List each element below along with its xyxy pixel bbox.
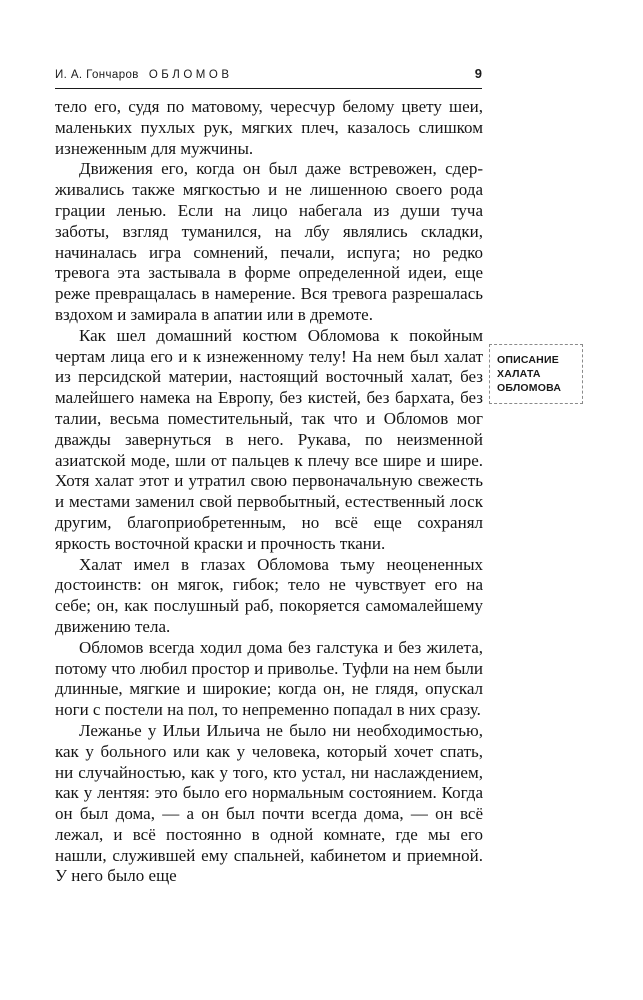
margin-note-line: ОБЛОМОВА (497, 382, 562, 394)
text-column (55, 97, 483, 887)
paragraph: Лежанье у Ильи Ильича не было ни необходимостью, как у больного или как у человека, который хочет спать, ни случайностью, как у того, кто устал, ни наслаждением, как у лентяя: это было его нормальным состоянием. Когда он был дома, — а он был почти всегда дома, — он всё лежал, и всё постоянно в одной комнате, где мы его нашли, служившей ему спальней, кабинетом и приемной. У него было еще (55, 720, 483, 886)
paragraph: Движения его, когда он был даже встревожен, сдерживались также мягкостью и не лишенною своего рода грации ленью. Если на лицо набегала из души туча заботы, взгляд туманился, на лбу являлись складки, начиналась игра сомнений, печали, испуга; но редко тревога эта застывала в форме определенной идеи, еще реже превращалась в намерение. Вся тревога разрешалась вздохом и замирала в апатии или в дремоте. (55, 159, 483, 324)
margin-note-line: ХАЛАТА (497, 368, 541, 380)
margin-note-line: ОПИСАНИЕ (497, 354, 559, 366)
paragraph: тело его, судя по матовому, чересчур белому цвету шеи, маленьких пухлых рук, мягких плеч, казалось слишком изнеженным для мужчины. (55, 97, 483, 158)
header-book-title: ОБЛОМОВ (148, 69, 233, 81)
page-number: 9 (474, 66, 482, 81)
page-header (55, 66, 482, 89)
header-author: И. А. Гончаров (55, 69, 139, 81)
paragraph: Обломов всегда ходил дома без галстука и без жилета, потому что любил простор и приволье. Туфли на нем были длинные, мягкие и широкие; когда он, не глядя, опускал ноги с постели на пол, то непременно попадал в них сразу. (55, 637, 483, 720)
paragraph: Халат имел в глазах Обломова тьму неоцененных достоинств: он мягок, гибок; тело не чувствует его на себе; он, как послушный раб, покоряется самомалейшему движению тела. (55, 554, 483, 636)
running-title (55, 69, 233, 81)
margin-note-stamp (489, 344, 583, 404)
paragraph: Как шел домашний костюм Обломова к покойным чертам лица его и к изнеженному телу! На нем был халат из персидской материи, настоящий восточный халат, без малейшего намека на Европу, без кистей, без бархата, без талии, весьма поместительный, так что и Обломов мог дважды завернуться в него. Рукава, по неизменной азиатской моде, шли от пальцев к плечу все шире и шире. Хотя халат этот и утратил свою первоначальную свежесть и местами заменил свой первобытный, естественный лоск другим, благоприобретенным, но всё еще сохранял яркость восточной краски и прочность ткани. (55, 325, 483, 553)
